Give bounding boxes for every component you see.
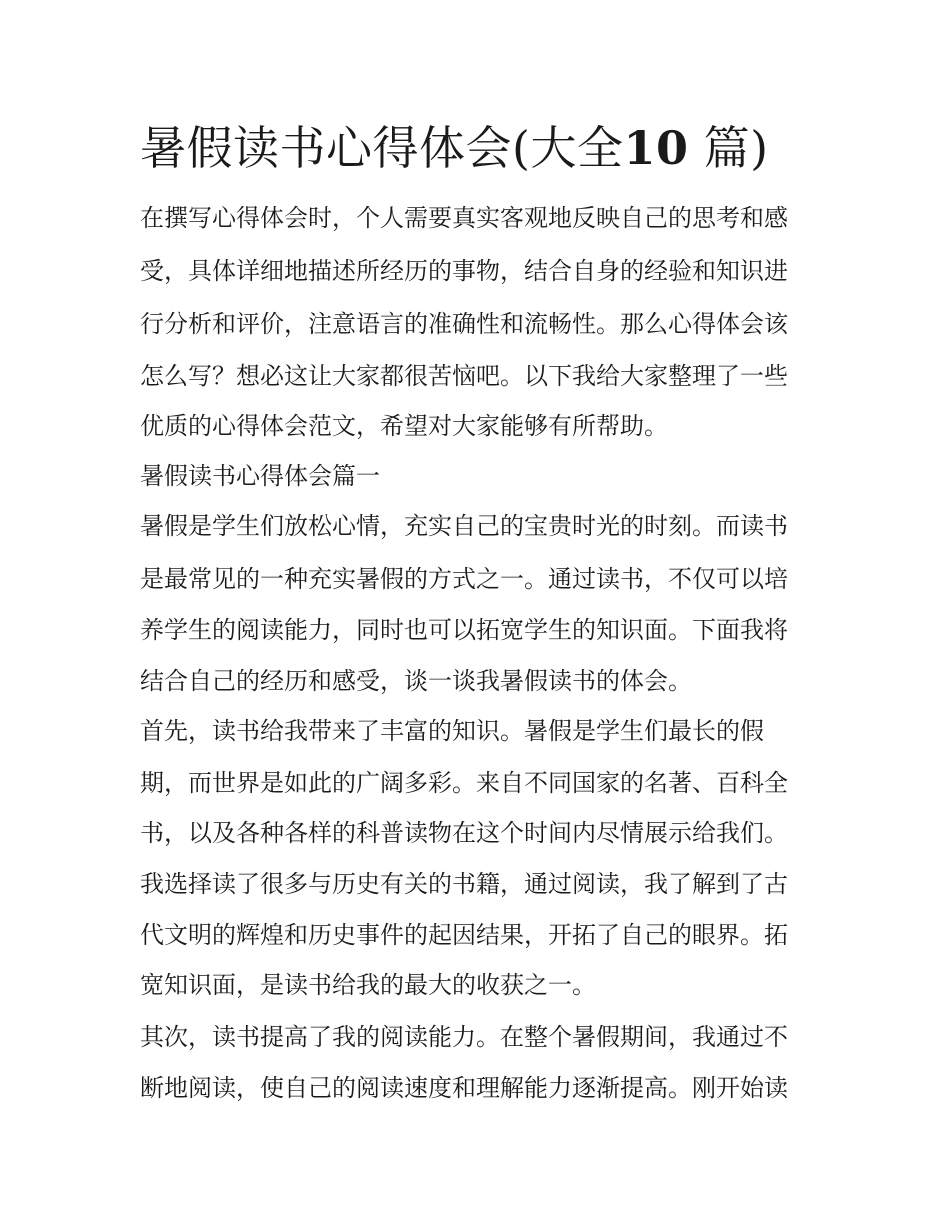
text-line: 受，具体详细地描述所经历的事物，结合自身的经验和知识进 <box>140 257 788 285</box>
page-title <box>140 112 840 184</box>
text-line: 是最常见的一种充实暑假的方式之一。通过读书，不仅可以培 <box>140 565 788 593</box>
text-line: 代文明的辉煌和历史事件的起因结果，开拓了自己的眼界。拓 <box>140 921 788 949</box>
text-line: 宽知识面，是读书给我的最大的收获之一。 <box>140 971 596 999</box>
text-line: 怎么写？想必这让大家都很苦恼吧。以下我给大家整理了一些 <box>140 362 788 390</box>
section-heading: 暑假读书心得体会篇一 <box>140 462 380 490</box>
title-suffix: 篇) <box>688 121 769 175</box>
text-line: 我选择读了很多与历史有关的书籍，通过阅读，我了解到了古 <box>140 870 788 898</box>
text-line: 行分析和评价，注意语言的准确性和流畅性。那么心得体会该 <box>140 310 788 338</box>
text-line: 首先，读书给我带来了丰富的知识。暑假是学生们最长的假 <box>140 717 764 745</box>
text-line: 养学生的阅读能力，同时也可以拓宽学生的知识面。下面我将 <box>140 616 788 644</box>
title-number: 10 <box>623 121 689 175</box>
title-prefix: 暑假读书心得体会(大全 <box>140 121 624 175</box>
text-line: 暑假是学生们放松心情，充实自己的宝贵时光的时刻。而读书 <box>140 512 788 540</box>
text-line: 其次，读书提高了我的阅读能力。在整个暑假期间，我通过不 <box>140 1023 788 1051</box>
text-line: 期，而世界是如此的广阔多彩。来自不同国家的名著、百科全 <box>140 769 788 797</box>
text-line: 结合自己的经历和感受，谈一谈我暑假读书的体会。 <box>140 667 692 695</box>
text-line: 书，以及各种各样的科普读物在这个时间内尽情展示给我们。 <box>140 819 788 847</box>
text-line: 在撰写心得体会时，个人需要真实客观地反映自己的思考和感 <box>140 204 788 232</box>
text-line: 断地阅读，使自己的阅读速度和理解能力逐渐提高。刚开始读 <box>140 1074 788 1102</box>
text-line: 优质的心得体会范文，希望对大家能够有所帮助。 <box>140 412 668 440</box>
